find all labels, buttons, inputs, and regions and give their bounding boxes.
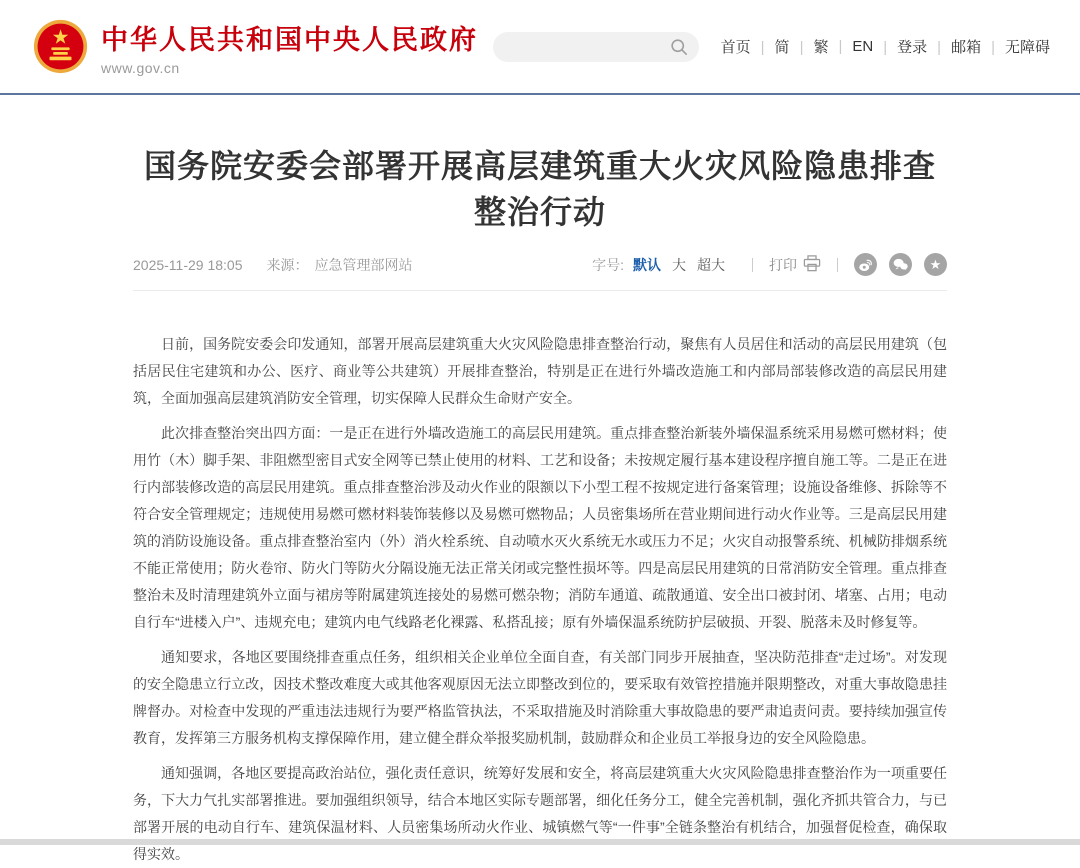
national-emblem-icon (33, 19, 88, 74)
article-page (133, 143, 947, 868)
nav-item-mailbox[interactable]: | 邮箱 (927, 36, 981, 57)
article-title: 国务院安委会部署开展高层建筑重大火灾风险隐患排查整治行动 (143, 148, 936, 230)
top-nav (721, 36, 1050, 57)
article-meta-row (133, 253, 947, 291)
article-meta-left (133, 255, 413, 275)
search-input[interactable] (493, 32, 699, 62)
font-size-default[interactable]: 默认 (633, 256, 661, 273)
font-size-large[interactable]: 大 (672, 256, 686, 273)
publish-time: 2025-11-29 18:05 (133, 256, 243, 273)
share-wechat-icon[interactable] (889, 253, 912, 276)
site-name: 中华人民共和国中央人民政府 (101, 24, 478, 55)
nav-item-simplified[interactable]: | 简 (751, 36, 790, 57)
nav-item-accessibility[interactable]: | 无障碍 (981, 36, 1050, 57)
article-paragraph: 通知强调，各地区要提高政治站位，强化责任意识，统筹好发展和安全，将高层建筑重大火灾风险隐患排查整治作为一项重要任务，下大力气扎实部署推进。要加强组织领导，结合本地区实际专题部署，细化任务分工，健全完善机制，强化齐抓共管合力，与已部署开展的电动自行车、建筑保温材料、人员密集场所动火作业、城镇燃气等“一件事”全链条整治有机结合，加强督促检查，确保取得实效。 (133, 765, 947, 862)
article-paragraph: 日前，国务院安委会印发通知，部署开展高层建筑重大火灾风险隐患排查整治行动，聚焦有人员居住和活动的高层民用建筑（包括居民住宅建筑和办公、医疗、商业等公共建筑）开展排查整治，特别是正在进行外墙改造施工和内部局部装修改造的高层民用建筑，全面加强高层建筑消防安全管理，切实保障人民群众生命财产安全。 (133, 336, 947, 406)
article-meta-tools (592, 253, 947, 276)
site-logo-link[interactable] (33, 18, 478, 76)
article-paragraph: 通知要求，各地区要围绕排查重点任务，组织相关企业单位全面自查，有关部门同步开展抽查，坚决防范排查“走过场”。对发现的安全隐患立行立改，因技术整改难度大或其他客观原因无法立即整改到位的，要采取有效管控措施并限期整改，对重大事故隐患挂牌督办。对检查中发现的严重违法违规行为要严格监管执法，不采取措施及时消除重大事故隐患的要严肃追责问责。要持续加强宣传教育，发挥第三方服务机构支撑保障作用，建立健全群众举报奖励机制，鼓励群众和企业员工举报身边的安全风险隐患。 (133, 649, 947, 746)
nav-item-english[interactable]: | EN (828, 38, 873, 55)
font-size-label: 字号: (592, 256, 624, 273)
bottom-edge-bar (0, 839, 1080, 845)
site-header (0, 0, 1080, 95)
site-url: www.gov.cn (101, 59, 180, 76)
print-button[interactable] (769, 255, 821, 275)
nav-item-home[interactable]: 首页 (720, 39, 751, 56)
divider (837, 258, 838, 272)
article-body (133, 331, 947, 868)
source-name: 应急管理部网站 (314, 256, 413, 273)
article-paragraph: 此次排查整治突出四方面：一是正在进行外墙改造施工的高层民用建筑。重点排查整治新装外墙保温系统采用易燃可燃材料；使用竹（木）脚手架、非阻燃型密目式安全网等已禁止使用的材料、工艺和设备；未按规定履行基本建设程序擅自施工等。二是正在进行内部装修改造的高层民用建筑。重点排查整治涉及动火作业的限额以下小型工程不按规定进行备案管理；设施设备维修、拆除等不符合安全管理规定；违规使用易燃可燃材料装饰装修以及易燃可燃物品；人员密集场所在营业期间进行动火作业等。三是高层民用建筑的消防设施设备。重点排查整治室内（外）消火栓系统、自动喷水灭火系统无水或压力不足；火灾自动报警系统、机械防排烟系统不能正常使用；防火卷帘、防火门等防火分隔设施无法正常关闭或完整性损坏等。四是高层民用建筑的日常消防安全管理。重点排查整治未及时清理建筑外立面与裙房等附属建筑连接处的易燃可燃杂物；消防车通道、疏散通道、安全出口被封闭、堵塞、占用；电动自行车“进楼入户”、违规充电；建筑内电气线路老化裸露、私搭乱接；原有外墙保温系统防护层破损、开裂、脱落未及时修复等。 (133, 425, 947, 630)
share-weibo-icon[interactable] (854, 253, 877, 276)
brand-text (101, 18, 478, 76)
nav-item-traditional[interactable]: | 繁 (790, 36, 829, 57)
share-group (854, 253, 947, 276)
header-right (493, 32, 1050, 62)
source-label: 来源： (266, 256, 309, 273)
font-size-xlarge[interactable]: 超大 (697, 256, 725, 273)
divider (752, 258, 753, 272)
print-label: 打印 (769, 256, 797, 273)
nav-item-login[interactable]: | 登录 (873, 36, 927, 57)
search-box[interactable] (493, 32, 699, 62)
printer-icon (803, 255, 821, 275)
share-favorite-icon[interactable]: ★ (924, 253, 947, 276)
